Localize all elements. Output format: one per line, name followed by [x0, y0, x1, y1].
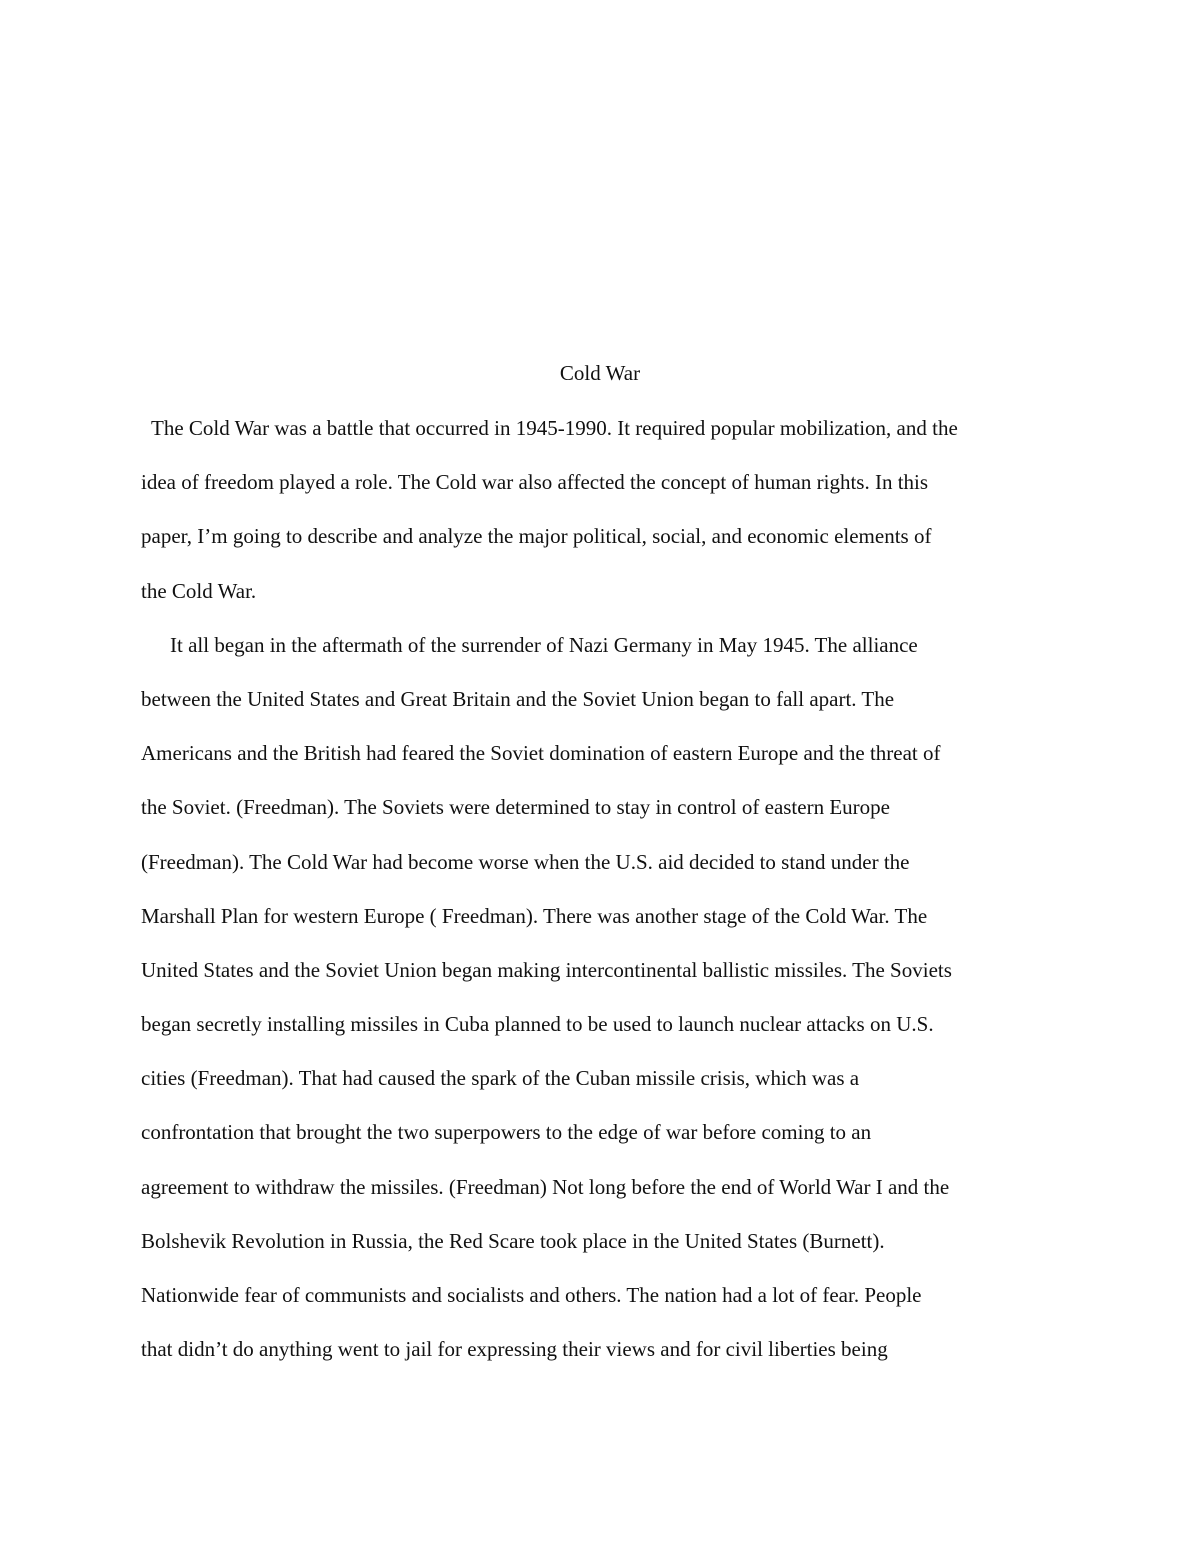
body-line: cities (Freedman). That had caused the spark of the Cuban missile crisis, which was a: [141, 1066, 860, 1091]
body-line: Bolshevik Revolution in Russia, the Red Scare took place in the United States (Burnett).: [141, 1228, 885, 1253]
body-line: the Soviet. (Freedman). The Soviets were determined to stay in control of eastern Europe: [141, 795, 890, 820]
body-line: between the United States and Great Britain and the Soviet Union began to fall apart. The: [141, 686, 895, 711]
body-line: The Cold War was a battle that occurred in 1945-1990. It required popular mobilization, and the: [151, 416, 958, 440]
body-line: (Freedman). The Cold War had become worse when the U.S. aid decided to stand under the: [141, 849, 910, 874]
body-line: Americans and the British had feared the Soviet domination of eastern Europe and the threat of: [141, 741, 941, 766]
body-line: Marshall Plan for western Europe ( Freedman). There was another stage of the Cold War. The: [141, 903, 928, 928]
body-line: that didn’t do anything went to jail for expressing their views and for civil liberties being: [141, 1337, 888, 1362]
body-line: the Cold War.: [141, 578, 257, 603]
body-line: idea of freedom played a role. The Cold war also affected the concept of human rights. In this: [141, 470, 929, 495]
body-line: confrontation that brought the two superpowers to the edge of war before coming to an: [141, 1120, 872, 1145]
body-line: paper, I’m going to describe and analyze the major political, social, and economic elements of: [141, 524, 932, 549]
document-body: [141, 413, 1061, 1388]
body-line: It all began in the aftermath of the surrender of Nazi Germany in May 1945. The alliance: [170, 632, 918, 657]
body-line: Nationwide fear of communists and socialists and others. The nation had a lot of fear. People: [141, 1283, 922, 1307]
document-title: Cold War: [559, 361, 641, 385]
body-line: began secretly installing missiles in Cuba planned to be used to launch nuclear attacks on U.S.: [141, 1012, 934, 1037]
body-line: agreement to withdraw the missiles. (Freedman) Not long before the end of World War I and the: [141, 1174, 950, 1199]
body-line: United States and the Soviet Union began making intercontinental ballistic missiles. The Soviets: [141, 957, 952, 982]
